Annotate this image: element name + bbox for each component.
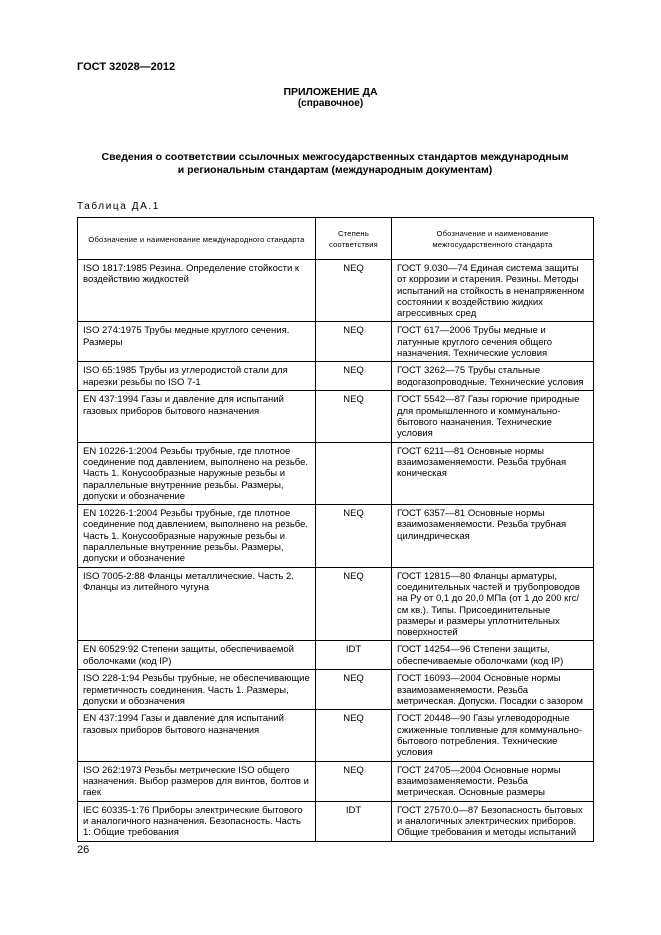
table-row <box>78 260 594 322</box>
intl-standard-cell: EN 10226-1:2004 Резьбы трубные, где плотное соединение под давлением, выполнено на резьбе. Часть 1. Конусообразные наружные резьбы и параллельные внутренние резьбы. Размеры, допуски и обозначение <box>78 442 316 504</box>
gost-cell: ГОСТ 6211—81 Основные нормы взаимозаменяемости. Резьба трубная коническая <box>392 442 594 504</box>
degree-cell <box>316 442 392 504</box>
gost-cell: ГОСТ 617—2006 Трубы медные и латунные круглого сечения общего назначения. Технические условия <box>392 322 594 362</box>
table-row <box>78 442 594 504</box>
appendix-heading <box>0 86 661 110</box>
degree-cell: NEQ <box>316 670 392 710</box>
table-row <box>78 670 594 710</box>
appendix-title: ПРИЛОЖЕНИЕ ДА <box>283 86 378 98</box>
degree-cell: NEQ <box>316 362 392 391</box>
gost-cell: ГОСТ 12815—80 Фланцы арматуры, соединительных частей и трубопроводов на Ру от 0,1 до 20,0 МПа (от 1 до 200 кгс/см кв.). Типы. Присоединительные размеры и размеры уплотнительных поверхностей <box>392 567 594 641</box>
column-header-degree: Степень соответствия <box>316 218 392 260</box>
table-label: Таблица ДА.1 <box>77 201 160 212</box>
intl-standard-cell: ISO 65:1985 Трубы из углеродистой стали для нарезки резьбы по ISO 7-1 <box>78 362 316 391</box>
intl-standard-cell: ISO 7005-2:88 Фланцы металлические. Часть 2. Фланцы из литейного чугуна <box>78 567 316 641</box>
page-number: 26 <box>77 844 90 856</box>
column-header-intl-standard: Обозначение и наименование международного стандарта <box>78 218 316 260</box>
gost-cell: ГОСТ 27570.0—87 Безопасность бытовых и аналогичных электрических приборов. Общие требования и методы испытаний <box>392 801 594 841</box>
table-row <box>78 710 594 761</box>
document-code: ГОСТ 32028—2012 <box>77 61 176 73</box>
degree-cell: NEQ <box>316 391 392 442</box>
gost-cell: ГОСТ 6357—81 Основные нормы взаимозаменяемости. Резьба трубная цилиндрическая <box>392 505 594 567</box>
table-row <box>78 801 594 841</box>
gost-cell: ГОСТ 3262—75 Трубы стальные водогазопроводные. Технические условия <box>392 362 594 391</box>
degree-cell: NEQ <box>316 567 392 641</box>
intl-standard-cell: ISO 1817:1985 Резина. Определение стойкости к воздействию жидкостей <box>78 260 316 322</box>
intl-standard-cell: EN 437:1994 Газы и давление для испытаний газовых приборов бытового назначения <box>78 710 316 761</box>
table-row <box>78 505 594 567</box>
degree-cell: IDT <box>316 641 392 670</box>
intl-standard-cell: EN 437:1994 Газы и давление для испытаний газовых приборов бытового назначения <box>78 391 316 442</box>
intl-standard-cell: ISO 262:1973 Резьбы метрические ISO общего назначения. Выбор размеров для винтов, болтов и гаек <box>78 761 316 801</box>
column-header-gost: Обозначение и наименование межгосударственного стандарта <box>392 218 594 260</box>
section-heading <box>77 151 593 177</box>
degree-cell: NEQ <box>316 505 392 567</box>
intl-standard-cell: ISO 228-1:94 Резьбы трубные, не обеспечивающие герметичность соединения. Часть 1. Размеры, допуски и обозначения <box>78 670 316 710</box>
degree-cell: NEQ <box>316 260 392 322</box>
intl-standard-cell: EN 60529:92 Степени защиты, обеспечиваемой оболочками (код IP) <box>78 641 316 670</box>
section-heading-line1: Сведения о соответствии ссылочных межгосударственных стандартов международным <box>101 151 569 163</box>
table-row <box>78 322 594 362</box>
gost-cell: ГОСТ 5542—87 Газы горючие природные для промышленного и коммунально-бытового назначения. Технические условия <box>392 391 594 442</box>
degree-cell: NEQ <box>316 761 392 801</box>
gost-cell: ГОСТ 16093—2004 Основные нормы взаимозаменяемости. Резьба метрическая. Допуски. Посадки с зазором <box>392 670 594 710</box>
degree-cell: NEQ <box>316 322 392 362</box>
table-row <box>78 362 594 391</box>
table-row <box>78 391 594 442</box>
intl-standard-cell: IEC 60335-1:76 Приборы электрические бытового и аналогичного назначения. Безопасность. Часть 1: Общие требования <box>78 801 316 841</box>
gost-cell: ГОСТ 20448—90 Газы углеводородные сжиженные топливные для коммунально-бытового потребления. Технические условия <box>392 710 594 761</box>
gost-cell: ГОСТ 9.030—74 Единая система защиты от коррозии и старения. Резины. Методы испытаний на стойкость в ненапряженном состоянии к воздействию жидких агрессивных сред <box>392 260 594 322</box>
table-row <box>78 567 594 641</box>
table-row <box>78 761 594 801</box>
intl-standard-cell: EN 10226-1:2004 Резьбы трубные, где плотное соединение под давлением, выполнено на резьбе. Часть 1. Конусообразные наружные резьбы и параллельные внутренние резьбы. Размеры, допуски и обозначение <box>78 505 316 567</box>
gost-cell: ГОСТ 14254—96 Степени защиты, обеспечиваемые оболочками (код IP) <box>392 641 594 670</box>
table-row <box>78 641 594 670</box>
appendix-subtitle: (справочное) <box>297 98 364 109</box>
intl-standard-cell: ISO 274:1975 Трубы медные круглого сечения. Размеры <box>78 322 316 362</box>
degree-cell: NEQ <box>316 710 392 761</box>
section-heading-line2: и региональным стандартам (международным документам) <box>177 164 493 176</box>
gost-cell: ГОСТ 24705—2004 Основные нормы взаимозаменяемости. Резьба метрическая. Основные размеры <box>392 761 594 801</box>
correspondence-table <box>77 217 594 842</box>
degree-cell: IDT <box>316 801 392 841</box>
